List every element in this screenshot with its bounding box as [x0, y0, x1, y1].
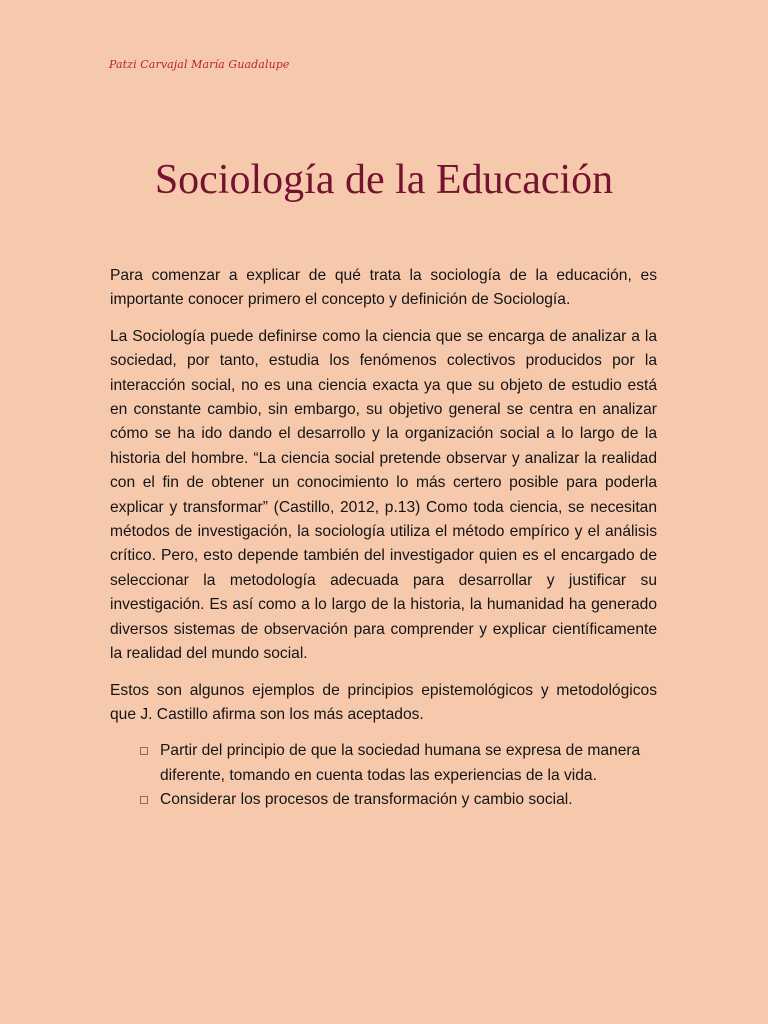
square-outline-icon — [140, 796, 148, 804]
principles-list — [110, 739, 657, 812]
paragraph-intro: Para comenzar a explicar de qué trata la sociología de la educación, es importante conocer primero el concepto y definición de Sociología. — [110, 267, 657, 309]
document-body — [110, 264, 657, 813]
list-item — [138, 788, 657, 812]
square-outline-icon — [140, 747, 148, 755]
paragraph-principles: Estos son algunos ejemplos de principios epistemológicos y metodológicos que J. Castillo afirma son los más aceptados. — [110, 681, 657, 723]
author-header: Patzi Carvajal María Guadalupe — [109, 58, 290, 71]
document-title: Sociología de la Educación — [154, 157, 614, 203]
list-item — [138, 739, 657, 788]
list-item-text: Partir del principio de que la sociedad humana se expresa de manera diferente, tomando en cuenta todas las experiencias de la vida. — [160, 742, 641, 784]
list-item-text: Considerar los procesos de transformación y cambio social. — [160, 791, 573, 809]
paragraph-definition: La Sociología puede definirse como la ciencia que se encarga de analizar a la sociedad, por tanto, estudia los fenómenos colectivos producidos por la interacción social, no es una ciencia exacta ya que su objeto de estudio está en constante cambio, sin embargo, su objetivo general se centra en analizar cómo se ha ido dando el desarrollo y la organización social a lo largo de la historia del hombre. “La ciencia social pretende observar y analizar la realidad con el fin de obtener un conocimiento lo más certero posible para poderla explicar y transformar” (Castillo, 2012, p.13) Como toda ciencia, se necesitan métodos de investigación, la sociología utiliza el método empírico y el análisis crítico. Pero, esto depende también del investigador quien es el encargado de seleccionar la metodología adecuada para desarrollar y justificar su investigación. Es así como a lo largo de la historia, la humanidad ha generado diversos sistemas de observación para comprender y explicar científicamente la realidad del mundo social. — [110, 327, 657, 663]
